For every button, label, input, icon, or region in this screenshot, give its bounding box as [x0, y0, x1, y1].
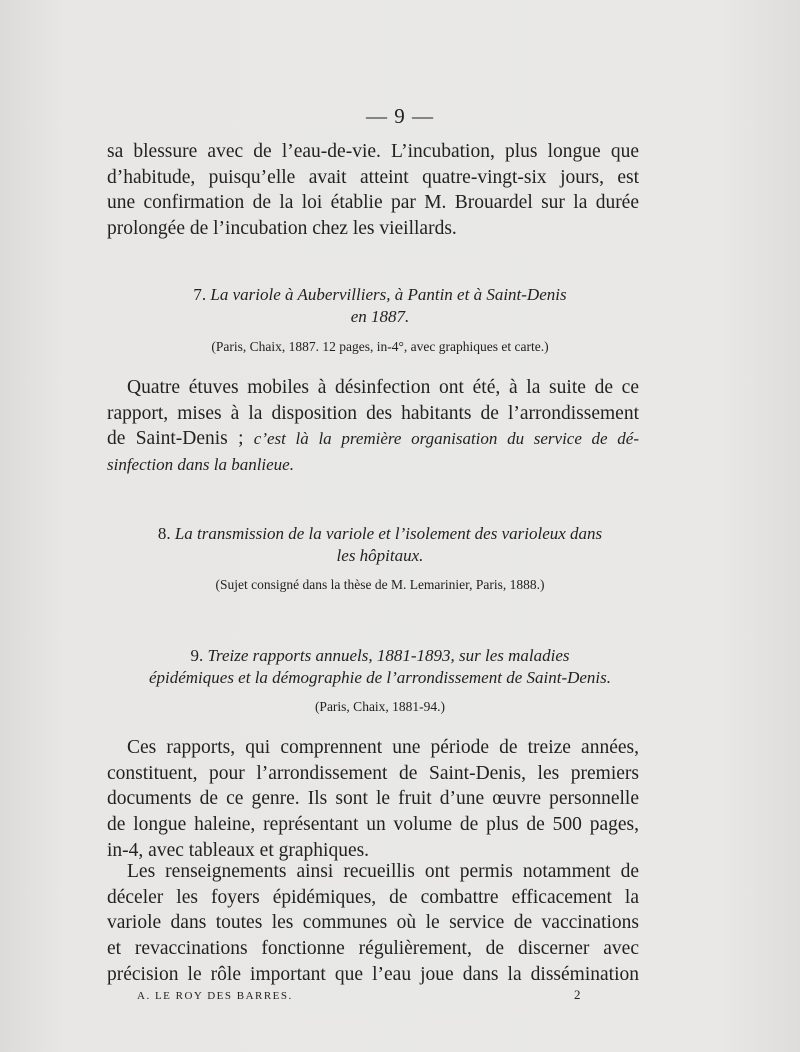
section-7-heading — [110, 284, 650, 328]
printer-signature: A. LE ROY DES BARRES. — [137, 990, 293, 1002]
paragraph-line: in-4, avec tableaux et graphiques. — [107, 839, 370, 861]
paragraph-line: Ces rapports, qui comprennent une période de treize années, — [127, 737, 639, 758]
section-number: 7. — [193, 285, 207, 304]
paragraph-line: sinfection dans la banlieue. — [107, 455, 294, 475]
paragraph-line — [107, 426, 639, 452]
paragraph-3 — [107, 735, 639, 864]
section-title: épidémiques et la démographie de l’arrondissement de Saint-Denis. — [148, 668, 612, 687]
paragraph-italic-run: c’est là la première organisation du service de dé- — [253, 429, 639, 449]
section-title: en 1887. — [350, 307, 410, 326]
paragraph-line: Les renseignements ainsi recueillis ont permis notamment de — [127, 861, 639, 882]
paragraph-line: une confirmation de la loi établie par M. Brouardel sur la durée — [107, 192, 639, 214]
section-number: 9. — [190, 646, 204, 665]
paragraph-2 — [107, 375, 639, 478]
page-number: — 9 — — [366, 104, 434, 128]
paragraph-line: constituent, pour l’arrondissement de Saint-Denis, les premiers — [107, 762, 639, 784]
paragraph-roman-run: de Saint-Denis ; — [107, 428, 254, 450]
section-8-heading — [110, 523, 650, 567]
paragraph-line: documents de ce genre. Ils sont le fruit d’une œuvre personnelle — [107, 788, 639, 810]
section-title: La variole à Aubervilliers, à Pantin et à Saint-Denis — [210, 285, 567, 304]
paragraph-line: précision le rôle important que l’eau joue dans la dissémination — [107, 963, 639, 985]
sheet-number: 2 — [574, 987, 581, 1002]
paragraph-line: d’habitude, puisqu’elle avait atteint quatre-vingt-six jours, est — [107, 166, 639, 188]
paragraph-line: rapport, mises à la disposition des habitants de l’arrondissement — [107, 402, 639, 424]
paragraph-4 — [107, 859, 639, 988]
paragraph-line: sa blessure avec de l’eau-de-vie. L’incubation, plus longue que — [107, 141, 639, 162]
paragraph-line: prolongée de l’incubation chez les vieillards. — [107, 218, 457, 240]
paragraph-line: Quatre étuves mobiles à désinfection ont été, à la suite de ce — [127, 377, 639, 398]
section-title: La transmission de la variole et l’isolement des varioleux dans — [174, 524, 603, 543]
section-9-caption: (Paris, Chaix, 1881-94.) — [314, 699, 446, 714]
paragraph-line: variole dans toutes les communes où le service de vaccinations — [107, 912, 639, 934]
section-number: 8. — [157, 524, 171, 543]
section-8-caption: (Sujet consigné dans la thèse de M. Lemarinier, Paris, 1888.) — [215, 577, 545, 592]
section-title: Treize rapports annuels, 1881-1893, sur les maladies — [207, 646, 570, 665]
paragraph-line: et revaccinations fonctionne régulièrement, de discerner avec — [107, 938, 639, 960]
section-title: les hôpitaux. — [336, 546, 424, 565]
paragraph-1 — [107, 139, 639, 242]
section-7-caption: (Paris, Chaix, 1887. 12 pages, in-4°, avec graphiques et carte.) — [211, 339, 549, 354]
section-9-heading — [110, 645, 650, 689]
paragraph-line: de longue haleine, représentant un volume de plus de 500 pages, — [107, 814, 639, 836]
paragraph-line: déceler les foyers épidémiques, de combattre efficacement la — [107, 886, 639, 908]
